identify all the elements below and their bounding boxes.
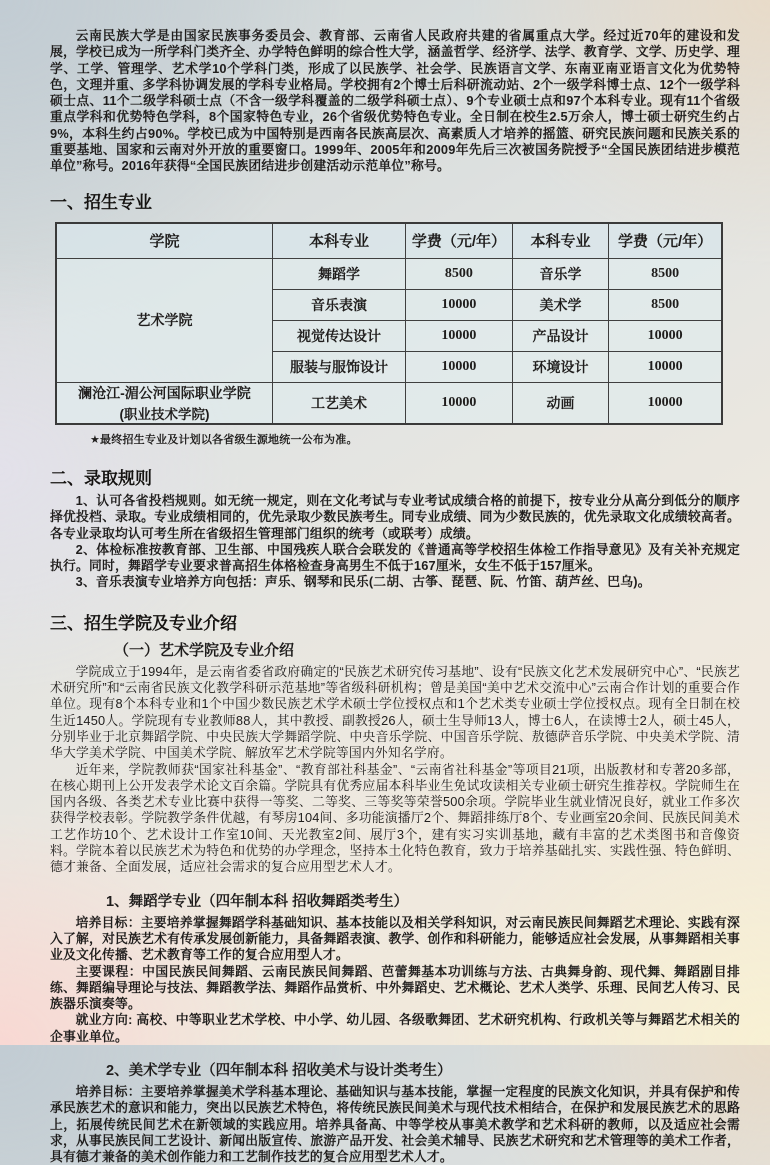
rule-2: 2、体检标准按教育部、卫生部、中国残疾人联合会联发的《普通高等学校招生体检工作指导意见》及有关补充规定执行。同时，舞蹈学专业要求普高招生体格检查身高男生不低于167厘米，女生不低于157厘米。 <box>50 541 740 574</box>
art-college-paragraph-1: 学院成立于1994年，是云南省委省政府确定的“民族艺术研究传习基地”、设有“民族文化艺术发展研究中心”、“民族艺术研究所”和“云南省民族文化教学科研示范基地”等省级科研机构；曾是美国“美中艺术交流中心”云南合作计划的重要合作单位。现有8个本科专业和1个中国少数民族艺术学术硕士学位授权点和1个艺术类专业硕士学位授权点。现有全日制在校生近1450人。学院现有专业教师88人，其中教授、副教授26人，硕士生导师13人，博士6人，在读博士2人，硕士45人，分别毕业于北京舞蹈学院、中央民族大学舞蹈学院、中央音乐学院、中国音乐学院、敖德萨音乐学院、中央美术学院、清华大学美术学院、中国美术学院、解放军艺术学院等国内外知名学府。 <box>50 663 740 761</box>
college-art-cell: 艺术学院 <box>56 258 272 382</box>
fee-cell: 10000 <box>406 320 513 351</box>
major-cell: 舞蹈学 <box>272 258 405 289</box>
art-college-subheading: （一）艺术学院及专业介绍 <box>114 641 295 659</box>
college-vocational-cell <box>56 382 272 424</box>
fee-cell: 8500 <box>609 289 722 320</box>
fee-cell: 10000 <box>609 382 722 424</box>
header-major-2: 本科专业 <box>512 223 609 259</box>
college-name-line2: (职业技术学院) <box>119 406 210 422</box>
header-college: 学院 <box>56 223 272 259</box>
dance-major-heading: 1、舞蹈学专业（四年制本科 招收舞蹈类考生） <box>106 893 409 910</box>
header-fee-2: 学费（元/年） <box>609 223 722 259</box>
major-cell: 产品设计 <box>512 320 609 351</box>
major-cell: 动画 <box>512 382 609 424</box>
major-cell: 视觉传达设计 <box>272 320 405 351</box>
major-cell: 音乐表演 <box>272 289 405 320</box>
table-row <box>56 382 722 424</box>
fee-cell: 10000 <box>609 320 722 351</box>
section1-heading: 一、招生专业 <box>50 192 152 212</box>
art-college-paragraph-2: 近年来，学院教师获“国家社科基金”、“教育部社科基金”、“云南省社科基金”等项目21项，出版教材和专著20多部，在核心期刊上公开发表学术论文百余篇。学院具有优秀应届本科毕业生免试攻读相关专业硕士研究生推荐权。学院师生在国内各级、各类艺术专业比赛中获得一等奖、二等奖、三等奖等荣誉500余项。学院毕业生就业情况良好，就业工作多次获得学校表彰。学院教学条件优越，有琴房104间、多功能演播厅2个、舞蹈排练厅8个、专业画室20余间、民族民间美术工艺作坊10个、艺术设计工作室10间、天光教室2间、展厅3个，建有实习实训基地，藏有丰富的艺术类图书和音像资料。学院本着以民族艺术为特色和优势的办学理念，坚持本土化特色教育，致力于培养基础扎实、实践性强、特色鲜明、德才兼备、全面发展，适应社会需求的复合应用型艺术人才。 <box>50 761 740 875</box>
major-cell: 环境设计 <box>512 351 609 382</box>
fee-cell: 10000 <box>609 351 722 382</box>
majors-fee-table <box>55 222 723 425</box>
intro-paragraph: 云南民族大学是由国家民族事务委员会、教育部、云南省人民政府共建的省属重点大学。经过近70年的建设和发展，学校已成为一所学科门类齐全、办学特色鲜明的综合性大学，涵盖哲学、经济学、法学、教育学、文学、历史学、理学、工学、管理学、艺术学10个学科门类，形成了以民族学、社会学、民族语言文学、东南亚南亚语言文化为优势特色，文理并重、多学科协调发展的学科专业格局。学校拥有2个博士后科研流动站、2个一级学科博士点、12个一级学科硕士点、11个二级学科硕士点（不含一级学科覆盖的二级学科硕士点）、9个专业硕士点和97个本科专业。现有11个省级重点学科和优势特色学科，8个国家特色专业，26个省级优势特色专业。全日制在校生2.5万余人，博士硕士研究生约占9%，本科生约占90%。学校已成为中国特别是西南各民族高层次、高素质人才培养的摇篮、研究民族问题和民族关系的重要基地、国家和云南对外开放的重要窗口。1999年、2005年和2009年先后三次被国务院授予“全国民族团结进步模范单位”称号。2016年获得“全国民族团结进步创建活动示范单位”称号。 <box>50 28 740 174</box>
dance-training-goal: 培养目标：主要培养掌握舞蹈学科基础知识、基本技能以及相关学科知识，对云南民族民间舞蹈艺术理论、实践有深入了解，对民族艺术有传承发展创新能力，具备舞蹈表演、教学、创作和科研能力，能够适应社会发展，从事舞蹈相关事业及文化传播、艺术教育等工作的复合应用型人才。 <box>50 914 740 963</box>
section2-heading: 二、录取规则 <box>50 468 152 488</box>
dance-career-direction: 就业方向: 高校、中等职业艺术学校、中小学、幼儿园、各级歌舞团、艺术研究机构、行政机关等与舞蹈艺术相关的企事业单位。 <box>50 1012 740 1044</box>
section3-heading: 三、招生学院及专业介绍 <box>50 613 237 633</box>
fee-cell: 10000 <box>406 289 513 320</box>
fine-arts-training-goal: 培养目标：主要培养掌握美术学科基本理论、基础知识与基本技能，掌握一定程度的民族文化知识，并具有保护和传承民族艺术的意识和能力，突出以民族艺术特色，将传统民族民间美术与现代技术相结合，在保护和发展民族艺术的思路上，拓展传统民间艺术在新领域的实践应用。培养具备高、中等学校从事美术教学和艺术科研的教师，以及适应社会需求，从事民族民间工艺设计、新闻出版宣传、旅游产品开发、社会美术辅导、民族艺术研究和艺术管理等的美术工作者，具有德才兼备的美术创作能力和工艺制作技艺的复合应用型艺术人才。 <box>50 1083 740 1165</box>
fee-cell: 10000 <box>406 382 513 424</box>
fee-cell: 10000 <box>406 351 513 382</box>
table-header-row <box>56 223 722 259</box>
major-cell: 音乐学 <box>512 258 609 289</box>
dance-main-courses: 主要课程：中国民族民间舞蹈、云南民族民间舞蹈、芭蕾舞基本功训练与方法、古典舞身韵、现代舞、舞蹈剧目排练、舞蹈编导理论与技法、舞蹈教学法、舞蹈作品赏析、中外舞蹈史、艺术概论、艺术人类学、乐理、民间艺人传习、民族器乐演奏等。 <box>50 963 740 1012</box>
major-cell: 服装与服饰设计 <box>272 351 405 382</box>
rule-3: 3、音乐表演专业培养方向包括：声乐、钢琴和民乐(二胡、古筝、琵琶、阮、竹笛、葫芦丝、巴乌)。 <box>75 574 651 590</box>
major-cell: 工艺美术 <box>272 382 405 424</box>
fee-cell: 8500 <box>609 258 722 289</box>
college-name-line1: 澜沧江-湄公河国际职业学院 <box>78 384 251 401</box>
table-footnote: ★最终招生专业及计划以各省级生源地统一公布为准。 <box>90 433 358 446</box>
table-row <box>56 258 722 289</box>
header-fee-1: 学费（元/年） <box>406 223 513 259</box>
fee-cell: 8500 <box>406 258 513 289</box>
fine-arts-major-heading: 2、美术学专业（四年制本科 招收美术与设计类考生） <box>106 1062 452 1079</box>
header-major-1: 本科专业 <box>272 223 405 259</box>
rule-1: 1、认可各省投档规则。如无统一规定，则在文化考试与专业考试成绩合格的前提下，按专业分从高分到低分的顺序择优投档、录取。专业成绩相同的，优先录取少数民族考生。同专业成绩、同为少数民族的，优先录取文化成绩较高者。各专业录取均认可考生所在省级招生管理部门组织的统考（或联考）成绩。 <box>50 492 740 541</box>
major-cell: 美术学 <box>512 289 609 320</box>
